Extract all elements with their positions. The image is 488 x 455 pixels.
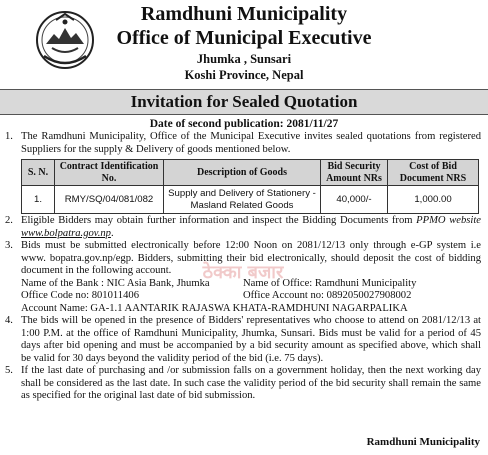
office-account-name: Name of Office: Ramdhuni Municipality (243, 277, 417, 289)
column-header: Contract Identification No. (55, 160, 164, 186)
table-cell: 1. (22, 186, 55, 214)
clause-5 (5, 365, 481, 403)
clause-number: 3. (5, 240, 13, 251)
account-name: Account Name: GA-1.1 AANTARIK RAJASWA KHATA-RAMDHUNI NAGARPALIKA (21, 302, 408, 314)
header (0, 2, 488, 88)
column-header: Description of Goods (164, 160, 321, 186)
clause-4 (5, 315, 481, 365)
location: Jhumka , Sunsari (196, 52, 292, 66)
table-cell: RMY/SQ/04/081/082 (55, 186, 164, 214)
notice-title-banner: Invitation for Sealed Quotation (0, 89, 488, 115)
province: Koshi Province, Nepal (184, 68, 304, 82)
notice-body (5, 131, 481, 403)
column-header: S. N. (22, 160, 55, 186)
clause-text: Eligible Bidders may obtain further information and inspect the Bidding Documents from (21, 215, 417, 226)
header-text (100, 2, 388, 83)
municipality-name: Ramdhuni Municipality (140, 3, 348, 25)
clause-text: The Ramdhuni Municipality, Office of the Municipal Executive invites sealed quotations from registered Suppliers for the supply & Delivery of goods mentioned below. (21, 131, 481, 155)
bolpatra-link[interactable]: www.bolpatra.gov.np (21, 227, 111, 239)
clause-text: The bids will be opened in the presence of Bidders' representatives who choose to attend on 2081/12/13 at 1:00 P.M. at the office of Ramdhuni Municipality, Jhumka, Sunsari. Bids must be valid for a period of 45 days after bid opening and must be accompanied by a bid security amount as specified above, which shall be valid for 30 days beyond the validity period of the bid (i.e. 75 days). (21, 315, 481, 364)
clause-number: 1. (5, 131, 13, 142)
nepal-emblem-icon (34, 8, 96, 70)
office-name: Office of Municipal Executive (116, 27, 372, 49)
clause-number: 4. (5, 315, 13, 326)
table-cell: Supply and Delivery of Stationery - Masland Related Goods (164, 186, 321, 214)
clause-1 (5, 131, 481, 156)
ppmo-site-name: PPMO website (416, 215, 482, 226)
office-account-number: Office Account no: 0892050027908002 (243, 290, 412, 301)
bid-table (21, 159, 479, 214)
bank-details (21, 278, 481, 303)
publication-date: Date of second publication: 2081/11/27 (149, 118, 339, 130)
office-code: Office Code no: 801011406 (21, 290, 139, 301)
watermark-text: ठेक्का बजार (202, 262, 284, 283)
table-cell: 1,000.00 (388, 186, 479, 214)
table-row (22, 186, 479, 214)
column-header: Cost of Bid Document NRS (388, 160, 479, 186)
clause-text: Bids must be submitted electronically before 12:00 Noon on 2081/12/13 only through e-GP system i.e www. bopatra.gov.np/egp. Bidders, submitting their bid electronically, should deposit the cost of bidding document in the following account. (21, 240, 481, 276)
clause-3 (5, 240, 481, 315)
table-header-row (22, 160, 479, 186)
clause-end: . (110, 227, 114, 239)
bank-name: Name of the Bank : NIC Asia Bank, Jhumka (21, 277, 210, 289)
clause-2 (5, 215, 481, 240)
table-cell: 40,000/- (321, 186, 388, 214)
clause-number: 5. (5, 365, 13, 376)
signoff: Ramdhuni Municipality (366, 436, 480, 448)
clause-text: If the last date of purchasing and /or submission falls on a government holiday, then the next working day shall be considered as the last date. In such case the validity period of the bid security shall remain the same as specified for the original last date of bid submission. (21, 365, 481, 401)
clause-number: 2. (5, 215, 13, 226)
column-header: Bid Security Amount NRs (321, 160, 388, 186)
